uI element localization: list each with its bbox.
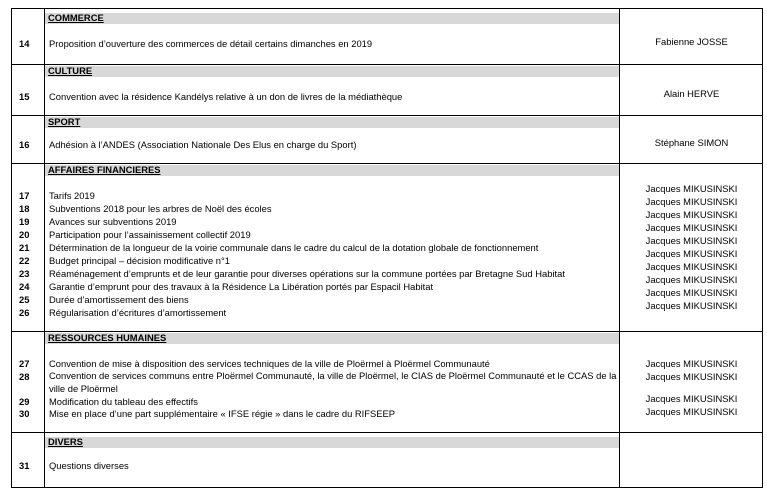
section-title: DIVERS	[48, 436, 83, 447]
item-rapporteur: Fabienne JOSSE	[655, 36, 728, 47]
item-rapporteur: Jacques MIKUSINSKI	[645, 358, 738, 369]
item-text: Tarifs 2019	[49, 190, 95, 201]
item-number: 27	[19, 358, 30, 369]
item-text: Garantie d’emprunt pour des travaux à la Résidence La Libération portés par Espacil Habitat	[49, 281, 434, 292]
section-title: AFFAIRES FINANCIERES	[48, 164, 161, 175]
item-number: 26	[19, 307, 30, 318]
section-title: SPORT	[48, 116, 81, 127]
row-border	[11, 432, 763, 433]
item-text: Détermination de la longueur de la voirie communale dans le cadre du calcul de la dotation globale de fonctionnement	[49, 242, 539, 253]
item-number: 20	[19, 229, 30, 240]
item-rapporteur: Jacques MIKUSINSKI	[645, 261, 738, 272]
item-text: Durée d’amortissement des biens	[49, 294, 189, 305]
row-border	[11, 115, 763, 116]
item-text: Convention de services communs entre Ploërmel Communauté, la ville de Ploërmel, le CIAS de Ploërmel Communauté et le CCAS de la ville de Ploërmel	[49, 370, 617, 394]
row-border	[11, 64, 763, 65]
item-number: 28	[19, 371, 30, 382]
item-number: 18	[19, 203, 30, 214]
item-text: Budget principal – décision modificative n°1	[49, 255, 230, 266]
item-rapporteur: Jacques MIKUSINSKI	[645, 235, 738, 246]
section-title: COMMERCE	[48, 12, 104, 23]
item-number: 24	[19, 281, 30, 292]
item-rapporteur: Alain HERVE	[663, 88, 720, 99]
item-number: 16	[19, 139, 30, 150]
item-text: Modification du tableau des effectifs	[49, 396, 198, 407]
section-header	[45, 333, 619, 344]
item-text: Convention de mise à disposition des services techniques de la ville de Ploërmel à Ploërmel Communauté	[49, 358, 490, 369]
item-number: 30	[19, 408, 30, 419]
item-rapporteur	[620, 459, 763, 472]
section-header	[45, 13, 619, 24]
item-rapporteur: Jacques MIKUSINSKI	[645, 183, 738, 194]
item-text: Proposition d’ouverture des commerces de détail certains dimanches en 2019	[49, 38, 373, 49]
item-rapporteur: Jacques MIKUSINSKI	[645, 393, 738, 404]
item-text: Participation pour l’assainissement collectif 2019	[49, 229, 251, 240]
item-rapporteur: Jacques MIKUSINSKI	[645, 274, 738, 285]
item-number: 25	[19, 294, 30, 305]
row-border	[11, 487, 763, 488]
item-text: Réaménagement d’emprunts et de leur garantie pour diverses opérations sur la commune portées par Bretagne Sud Habitat	[49, 268, 565, 279]
item-rapporteur: Stéphane SIMON	[654, 137, 729, 148]
item-text: Questions diverses	[49, 460, 129, 471]
item-rapporteur: Jacques MIKUSINSKI	[645, 209, 738, 220]
item-text: Adhésion à l’ANDES (Association Nationale Des Elus en charge du Sport)	[49, 139, 357, 150]
item-rapporteur: Jacques MIKUSINSKI	[645, 406, 738, 417]
item-number: 29	[19, 396, 30, 407]
section-title: CULTURE	[48, 65, 93, 76]
item-number: 22	[19, 255, 30, 266]
item-number: 14	[19, 38, 30, 49]
item-number: 17	[19, 190, 30, 201]
item-text: Avances sur subventions 2019	[49, 216, 177, 227]
section-title: RESSOURCES HUMAINES	[48, 332, 167, 343]
item-number: 23	[19, 268, 30, 279]
item-rapporteur: Jacques MIKUSINSKI	[645, 248, 738, 259]
section-header	[45, 437, 619, 448]
row-border	[11, 8, 763, 9]
item-number: 15	[19, 91, 30, 102]
item-rapporteur: Jacques MIKUSINSKI	[645, 287, 738, 298]
item-text: Régularisation d’écritures d’amortissement	[49, 307, 227, 318]
section-header	[45, 165, 619, 176]
item-text: Mise en place d’une part supplémentaire « IFSE régie » dans le cadre du RIFSEEP	[49, 408, 396, 419]
item-text: Convention avec la résidence Kandélys relative à un don de livres de la médiathèque	[49, 91, 403, 102]
item-rapporteur: Jacques MIKUSINSKI	[645, 222, 738, 233]
item-number: 19	[19, 216, 30, 227]
section-header	[45, 66, 619, 77]
item-number: 21	[19, 242, 30, 253]
item-rapporteur: Jacques MIKUSINSKI	[645, 371, 738, 382]
section-header	[45, 117, 619, 128]
item-number: 31	[19, 460, 30, 471]
item-text: Subventions 2018 pour les arbres de Noël des écoles	[49, 203, 272, 214]
item-rapporteur: Jacques MIKUSINSKI	[645, 196, 738, 207]
item-rapporteur: Jacques MIKUSINSKI	[645, 300, 738, 311]
